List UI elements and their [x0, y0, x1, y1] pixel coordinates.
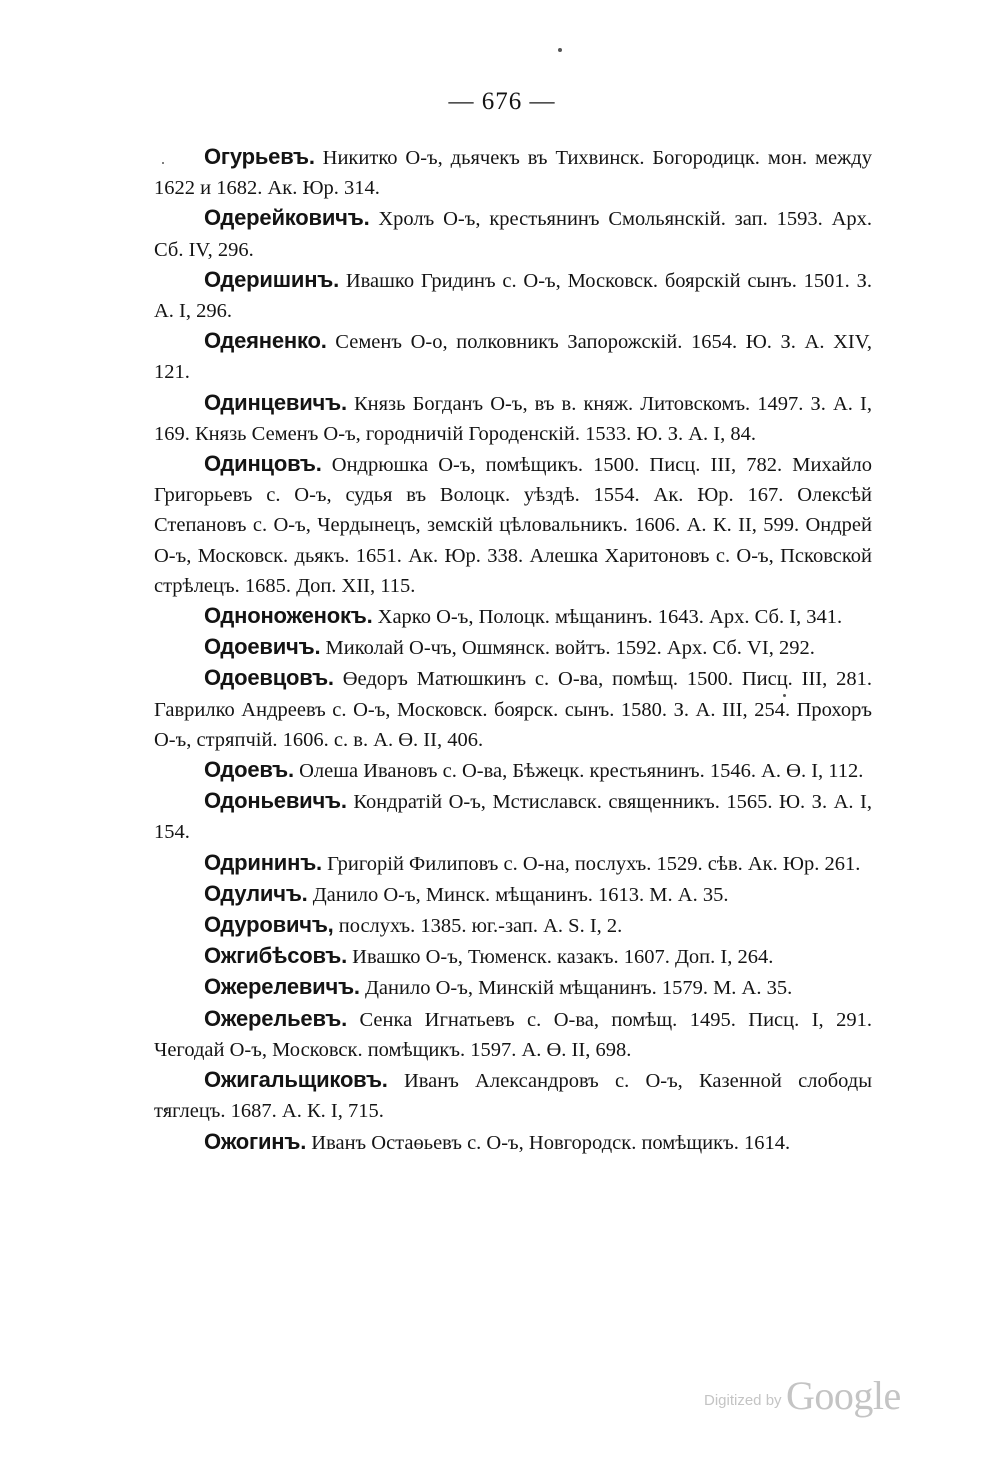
- entry-text: Иванъ Александровъ с. О-ъ, Казенной слободы тяглецъ. 1687. А. К. I, 715.: [154, 1070, 872, 1123]
- dictionary-entry: [154, 663, 872, 755]
- entry-headword: Одерейковичъ.: [204, 205, 370, 231]
- dictionary-entry: [154, 941, 872, 972]
- dictionary-entry: [154, 203, 872, 264]
- watermark-prefix: Digitized by: [704, 1392, 782, 1409]
- dictionary-entry: [154, 388, 872, 449]
- entry-headword: Одоевичъ.: [204, 634, 321, 660]
- dictionary-entry: [154, 910, 872, 941]
- dictionary-entry: [154, 879, 872, 910]
- watermark-brand: Google: [786, 1373, 901, 1418]
- entry-text: Өедоръ Матюшкинъ с. О-ва, помѣщ. 1500. Писц. III, 281. Гаврилко Андреевъ с. О-ъ, Московск. боярск. сынъ. 1580. З. А. III, 254. Прохоръ О-ъ, стряпчій. 1606. с. в. А. Ө. II, 406.: [154, 668, 872, 751]
- dictionary-entry: [154, 1004, 872, 1065]
- dictionary-entry: [154, 972, 872, 1003]
- entry-text: Данило О-ъ, Минскій мѣщанинъ. 1579. М. А. 35.: [359, 977, 793, 1000]
- dictionary-entry: [154, 601, 872, 632]
- dictionary-entry: [154, 632, 872, 663]
- entry-headword: Ожерелевичъ.: [204, 974, 360, 1000]
- entry-text: Князь Богданъ О-ъ, въ в. княж. Литовскомъ. 1497. З. А. I, 169. Князь Семенъ О-ъ, городничій Городенскій. 1533. Ю. З. А. I, 84.: [154, 392, 872, 445]
- entry-text: Никитко О-ъ, дьячекъ въ Тихвинск. Богородицк. мон. между 1622 и 1682. Ак. Юр. 314.: [154, 147, 872, 200]
- dictionary-entries: [154, 142, 872, 1158]
- page-number: — 676 —: [448, 88, 556, 115]
- entry-headword: Одоньевичъ.: [204, 788, 347, 814]
- dictionary-entry: [154, 142, 872, 203]
- entry-text: Кондратій О-ъ, Мстиславск. священникъ. 1565. Ю. З. А. I, 154.: [154, 791, 872, 844]
- entry-headword: Одрининъ.: [204, 849, 322, 875]
- entry-text: Харко О-ъ, Полоцк. мѣщанинъ. 1643. Арх. Сб. I, 341.: [372, 606, 843, 629]
- entry-text: Олеша Ивановъ с. О-ва, Бѣжецк. крестьянинъ. 1546. А. Ө. I, 112.: [293, 760, 864, 783]
- entry-text: послухъ. 1385. юг.-зап. А. S. I, 2.: [333, 915, 623, 938]
- entry-headword: Одуровичъ,: [204, 912, 334, 938]
- print-speck: [558, 48, 562, 52]
- entry-text: Семенъ О-о, полковникъ Запорожскій. 1654. Ю. З. А. XIV, 121.: [154, 331, 872, 384]
- entry-text: Ондрюшка О-ъ, помѣщикъ. 1500. Писц. III, 782. Михайло Григорьевъ с. О-ъ, судья въ Волоцк. уѣздѣ. 1554. Ак. Юр. 167. Олексѣй Степановъ с. О-ъ, Чердынецъ, земскій цѣловальникъ. 1606. А. К. II, 599. Ондрей О-ъ, Московск. дьякъ. 1651. Ак. Юр. 338. Алешка Харитоновъ с. О-ъ, Псковской стрѣлецъ. 1685. Доп. XII, 115.: [154, 454, 872, 597]
- entry-text: Хролъ О-ъ, крестьянинъ Смольянскій. зап. 1593. Арх. Сб. IV, 296.: [154, 208, 872, 261]
- entry-headword: Одноноженокъ.: [204, 603, 373, 629]
- entry-headword: Огурьевъ.: [204, 144, 315, 169]
- entry-headword: Одинцевичъ.: [204, 389, 347, 415]
- dictionary-entry: [154, 1065, 872, 1126]
- entry-headword: Одеяненко.: [204, 328, 327, 354]
- google-digitized-watermark: [704, 1372, 924, 1422]
- entry-headword: Одуличъ.: [204, 880, 308, 906]
- entry-headword: Ожигальщиковъ.: [204, 1067, 388, 1093]
- entry-headword: Ожгибѣсовъ.: [204, 943, 348, 969]
- dictionary-entry: [154, 449, 872, 601]
- entry-text: Григорій Филиповъ с. О-на, послухъ. 1529. сѣв. Ак. Юр. 261.: [321, 852, 861, 875]
- entry-headword: Ожерельевъ.: [204, 1005, 347, 1031]
- dictionary-entry: [154, 1127, 872, 1158]
- entry-text: Сенка Игнатьевъ с. О-ва, помѣщ. 1495. Писц. I, 291. Чегодай О-ъ, Московск. помѣщикъ. 1597. А. Ө. II, 698.: [154, 1008, 872, 1061]
- dictionary-entry: [154, 848, 872, 879]
- entry-text: Миколай О-чъ, Ошмянск. войтъ. 1592. Арх. Сб. VI, 292.: [320, 637, 815, 660]
- dictionary-entry: [154, 326, 872, 387]
- entry-text: Ивашко Гридинъ с. О-ъ, Московск. боярскій сынъ. 1501. З. А. I, 296.: [154, 269, 872, 323]
- entry-text: Ивашко О-ъ, Тюменск. казакъ. 1607. Доп. I, 264.: [347, 946, 774, 969]
- entry-headword: Одоевцовъ.: [204, 665, 334, 691]
- entry-text: Данило О-ъ, Минск. мѣщанинъ. 1613. М. А. 35.: [307, 883, 729, 906]
- entry-text: Иванъ Остаөьевъ с. О-ъ, Новгородск. помѣщикъ. 1614.: [306, 1131, 791, 1154]
- entry-headword: Одинцовъ.: [204, 451, 322, 477]
- entry-headword: Одоевъ.: [204, 757, 294, 783]
- dictionary-entry: [154, 786, 872, 847]
- dictionary-entry: [154, 755, 872, 786]
- dictionary-entry: [154, 265, 872, 326]
- entry-headword: Ожогинъ.: [204, 1128, 307, 1154]
- entry-headword: Одеришинъ.: [204, 266, 340, 292]
